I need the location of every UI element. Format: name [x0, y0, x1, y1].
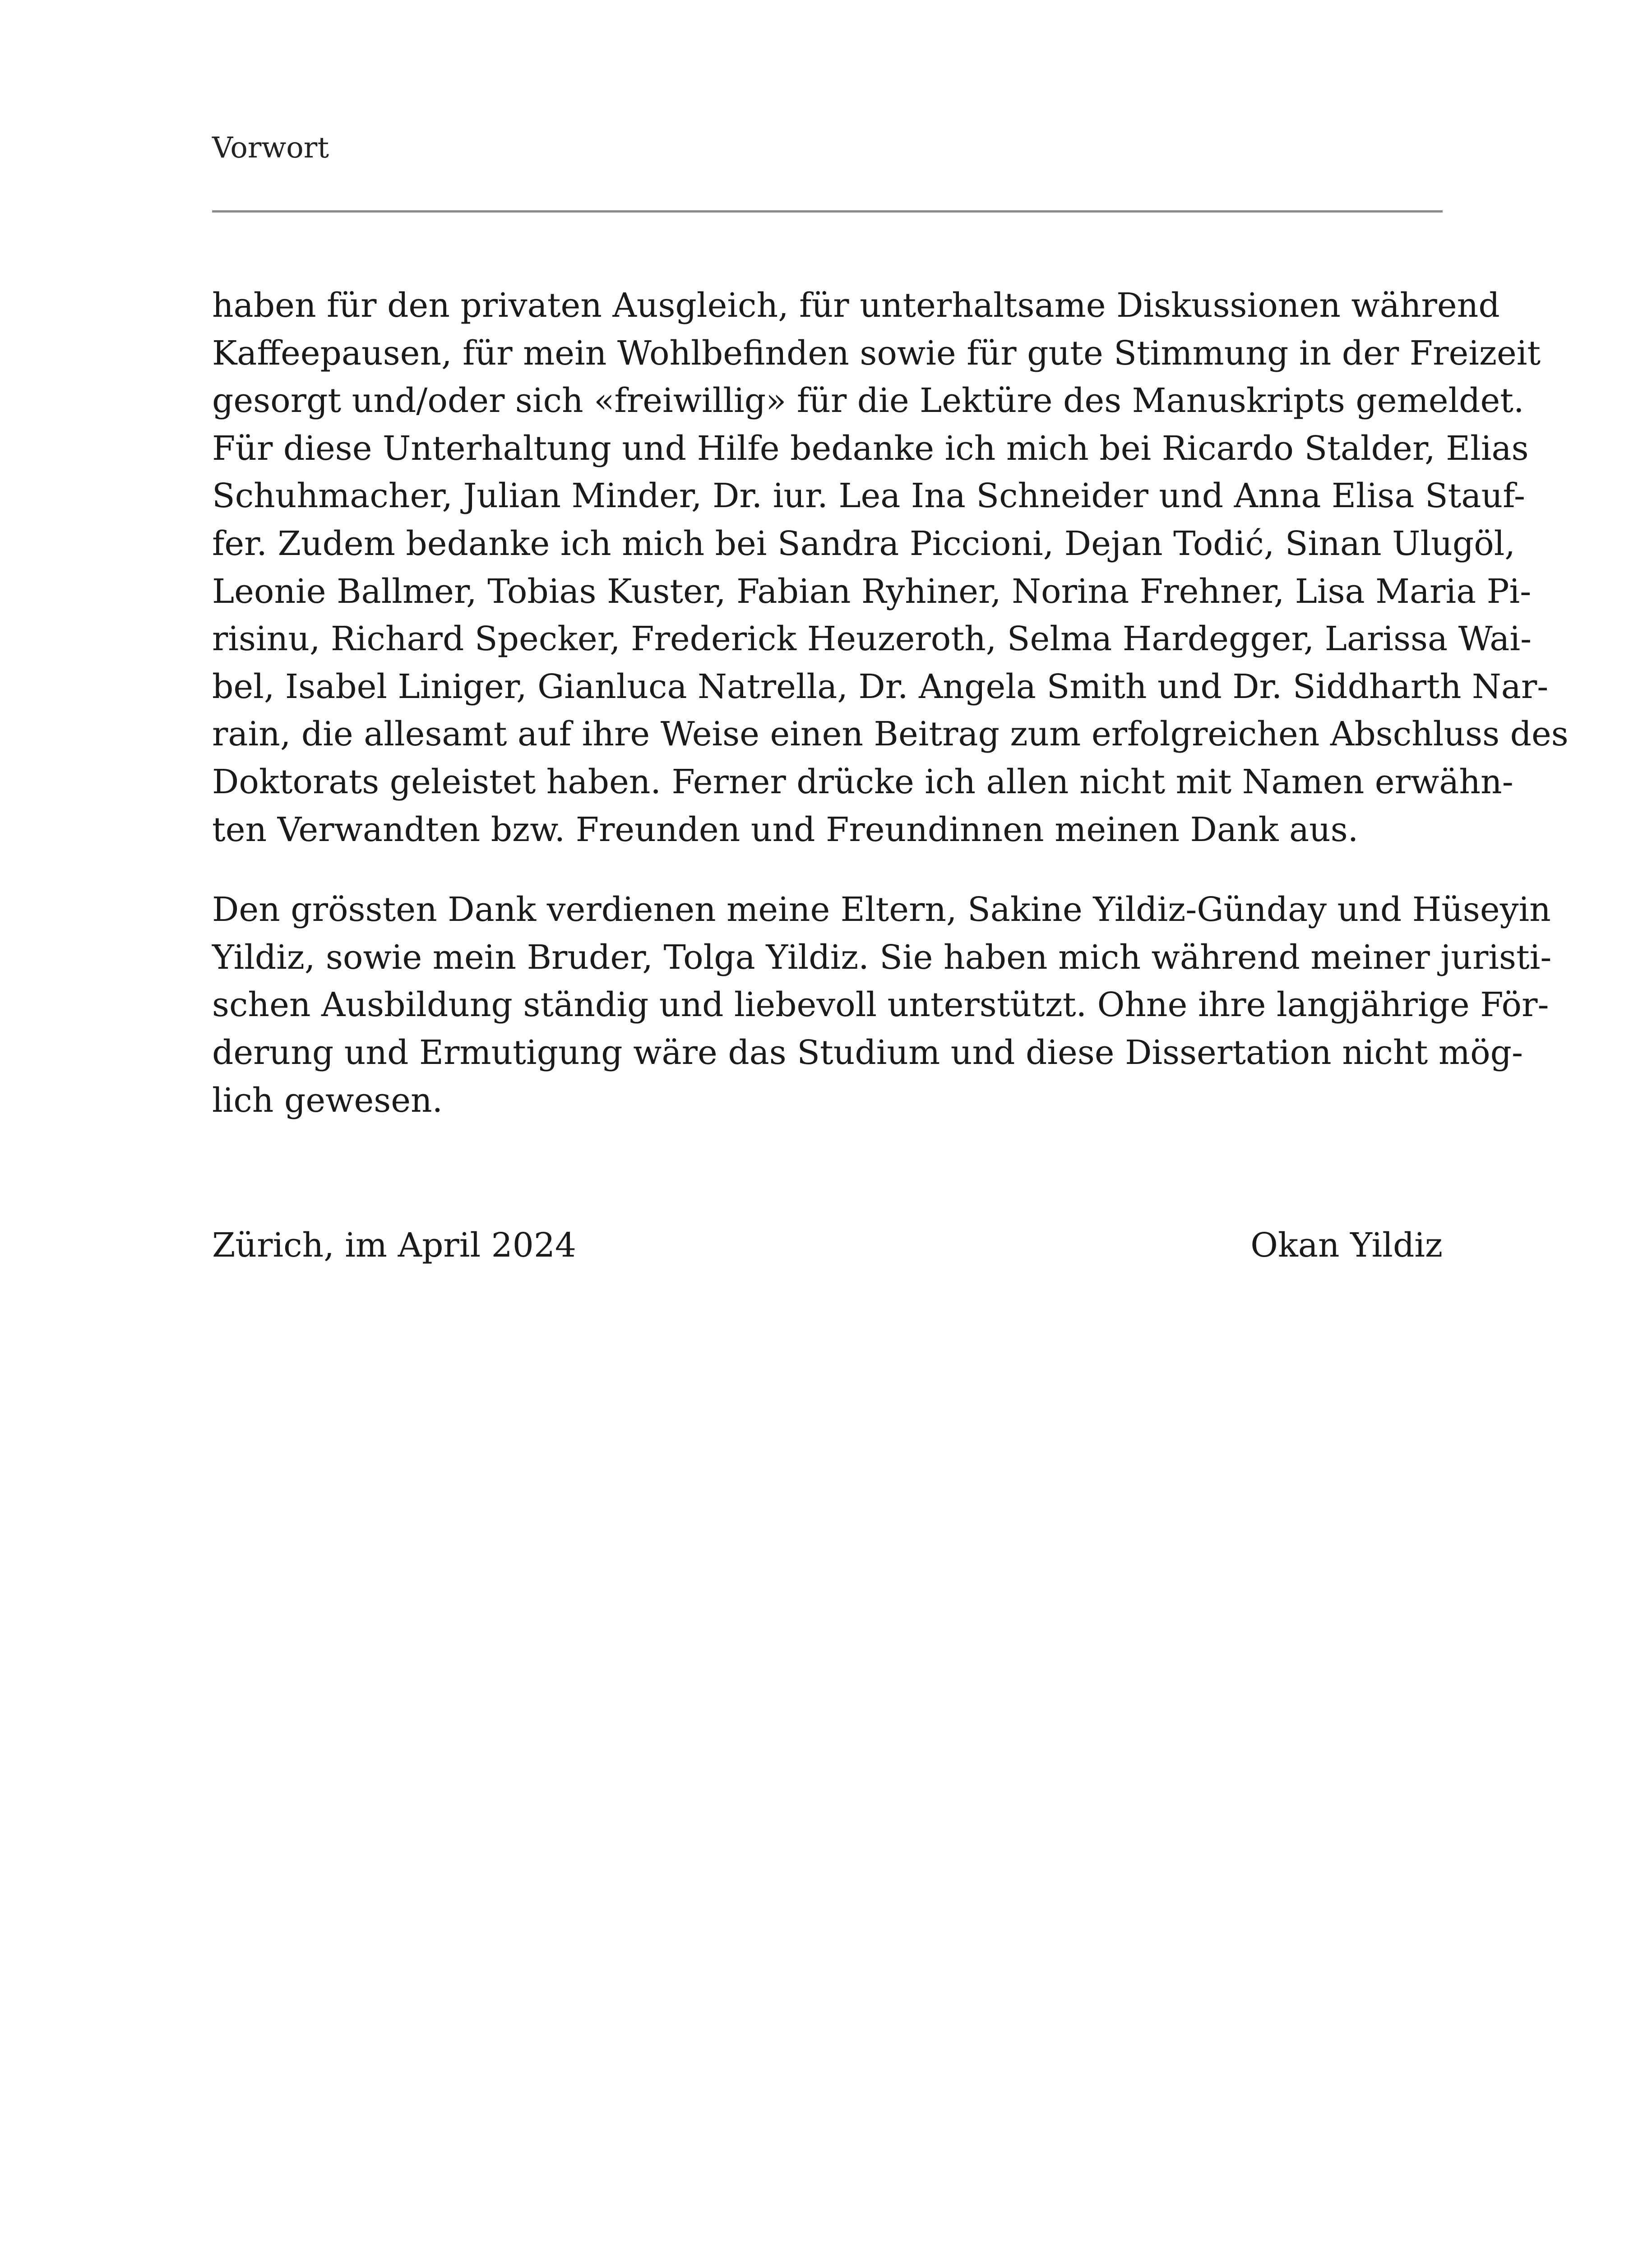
paragraph-2-line: Yildiz, sowie mein Bruder, Tolga Yildiz. Sie haben mich während meiner juristi-: [212, 938, 1552, 977]
header-divider: [212, 210, 1443, 213]
body-text: [212, 282, 1569, 1124]
paragraph-1-line: rain, die allesamt auf ihre Weise einen Beitrag zum erfolgreichen Abschluss des: [212, 715, 1569, 754]
paragraph-1-line: fer. Zudem bedanke ich mich bei Sandra Piccioni, Dejan Todić, Sinan Ulugöl,: [212, 524, 1515, 563]
paragraph-2-line: schen Ausbildung ständig und liebevoll unterstützt. Ohne ihre langjährige För-: [212, 985, 1549, 1025]
paragraph-1-line: Leonie Ballmer, Tobias Kuster, Fabian Ryhiner, Norina Frehner, Lisa Maria Pi-: [212, 572, 1532, 611]
running-header: Vorwort: [212, 131, 329, 165]
paragraph-1-line: bel, Isabel Liniger, Gianluca Natrella, Dr. Angela Smith und Dr. Siddharth Nar-: [212, 667, 1549, 706]
author-name: Okan Yildiz: [1250, 1226, 1443, 1265]
place-and-date: Zürich, im April 2024: [212, 1226, 576, 1265]
signature-block: [212, 1220, 1443, 1270]
paragraph-1-line: gesorgt und/oder sich «freiwillig» für die Lektüre des Manuskripts gemeldet.: [212, 381, 1524, 421]
paragraph-1-line: Für diese Unterhaltung und Hilfe bedanke ich mich bei Ricardo Stalder, Elias: [212, 429, 1529, 468]
paragraph-1-line: haben für den privaten Ausgleich, für unterhaltsame Diskussionen während: [212, 286, 1500, 325]
paragraph-1-line: Schuhmacher, Julian Minder, Dr. iur. Lea Ina Schneider und Anna Elisa Stauf-: [212, 476, 1525, 516]
paragraph-1-line: ten Verwandten bzw. Freunden und Freundinnen meinen Dank aus.: [212, 810, 1359, 849]
paragraph-2-line: lich gewesen.: [212, 1081, 443, 1120]
paragraph-2-line: Den grössten Dank verdienen meine Eltern, Sakine Yildiz-Günday und Hüseyin: [212, 890, 1551, 929]
paragraph-2-line: derung und Ermutigung wäre das Studium und diese Dissertation nicht mög-: [212, 1033, 1523, 1072]
paragraph-1-line: Doktorats geleistet haben. Ferner drücke ich allen nicht mit Namen erwähn-: [212, 762, 1513, 801]
paragraph-1-line: Kaffeepausen, für mein Wohlbefinden sowie für gute Stimmung in der Freizeit: [212, 333, 1541, 373]
paragraph-1-line: risinu, Richard Specker, Frederick Heuzeroth, Selma Hardegger, Larissa Wai-: [212, 619, 1532, 659]
paragraph-spacer: [212, 854, 1443, 886]
